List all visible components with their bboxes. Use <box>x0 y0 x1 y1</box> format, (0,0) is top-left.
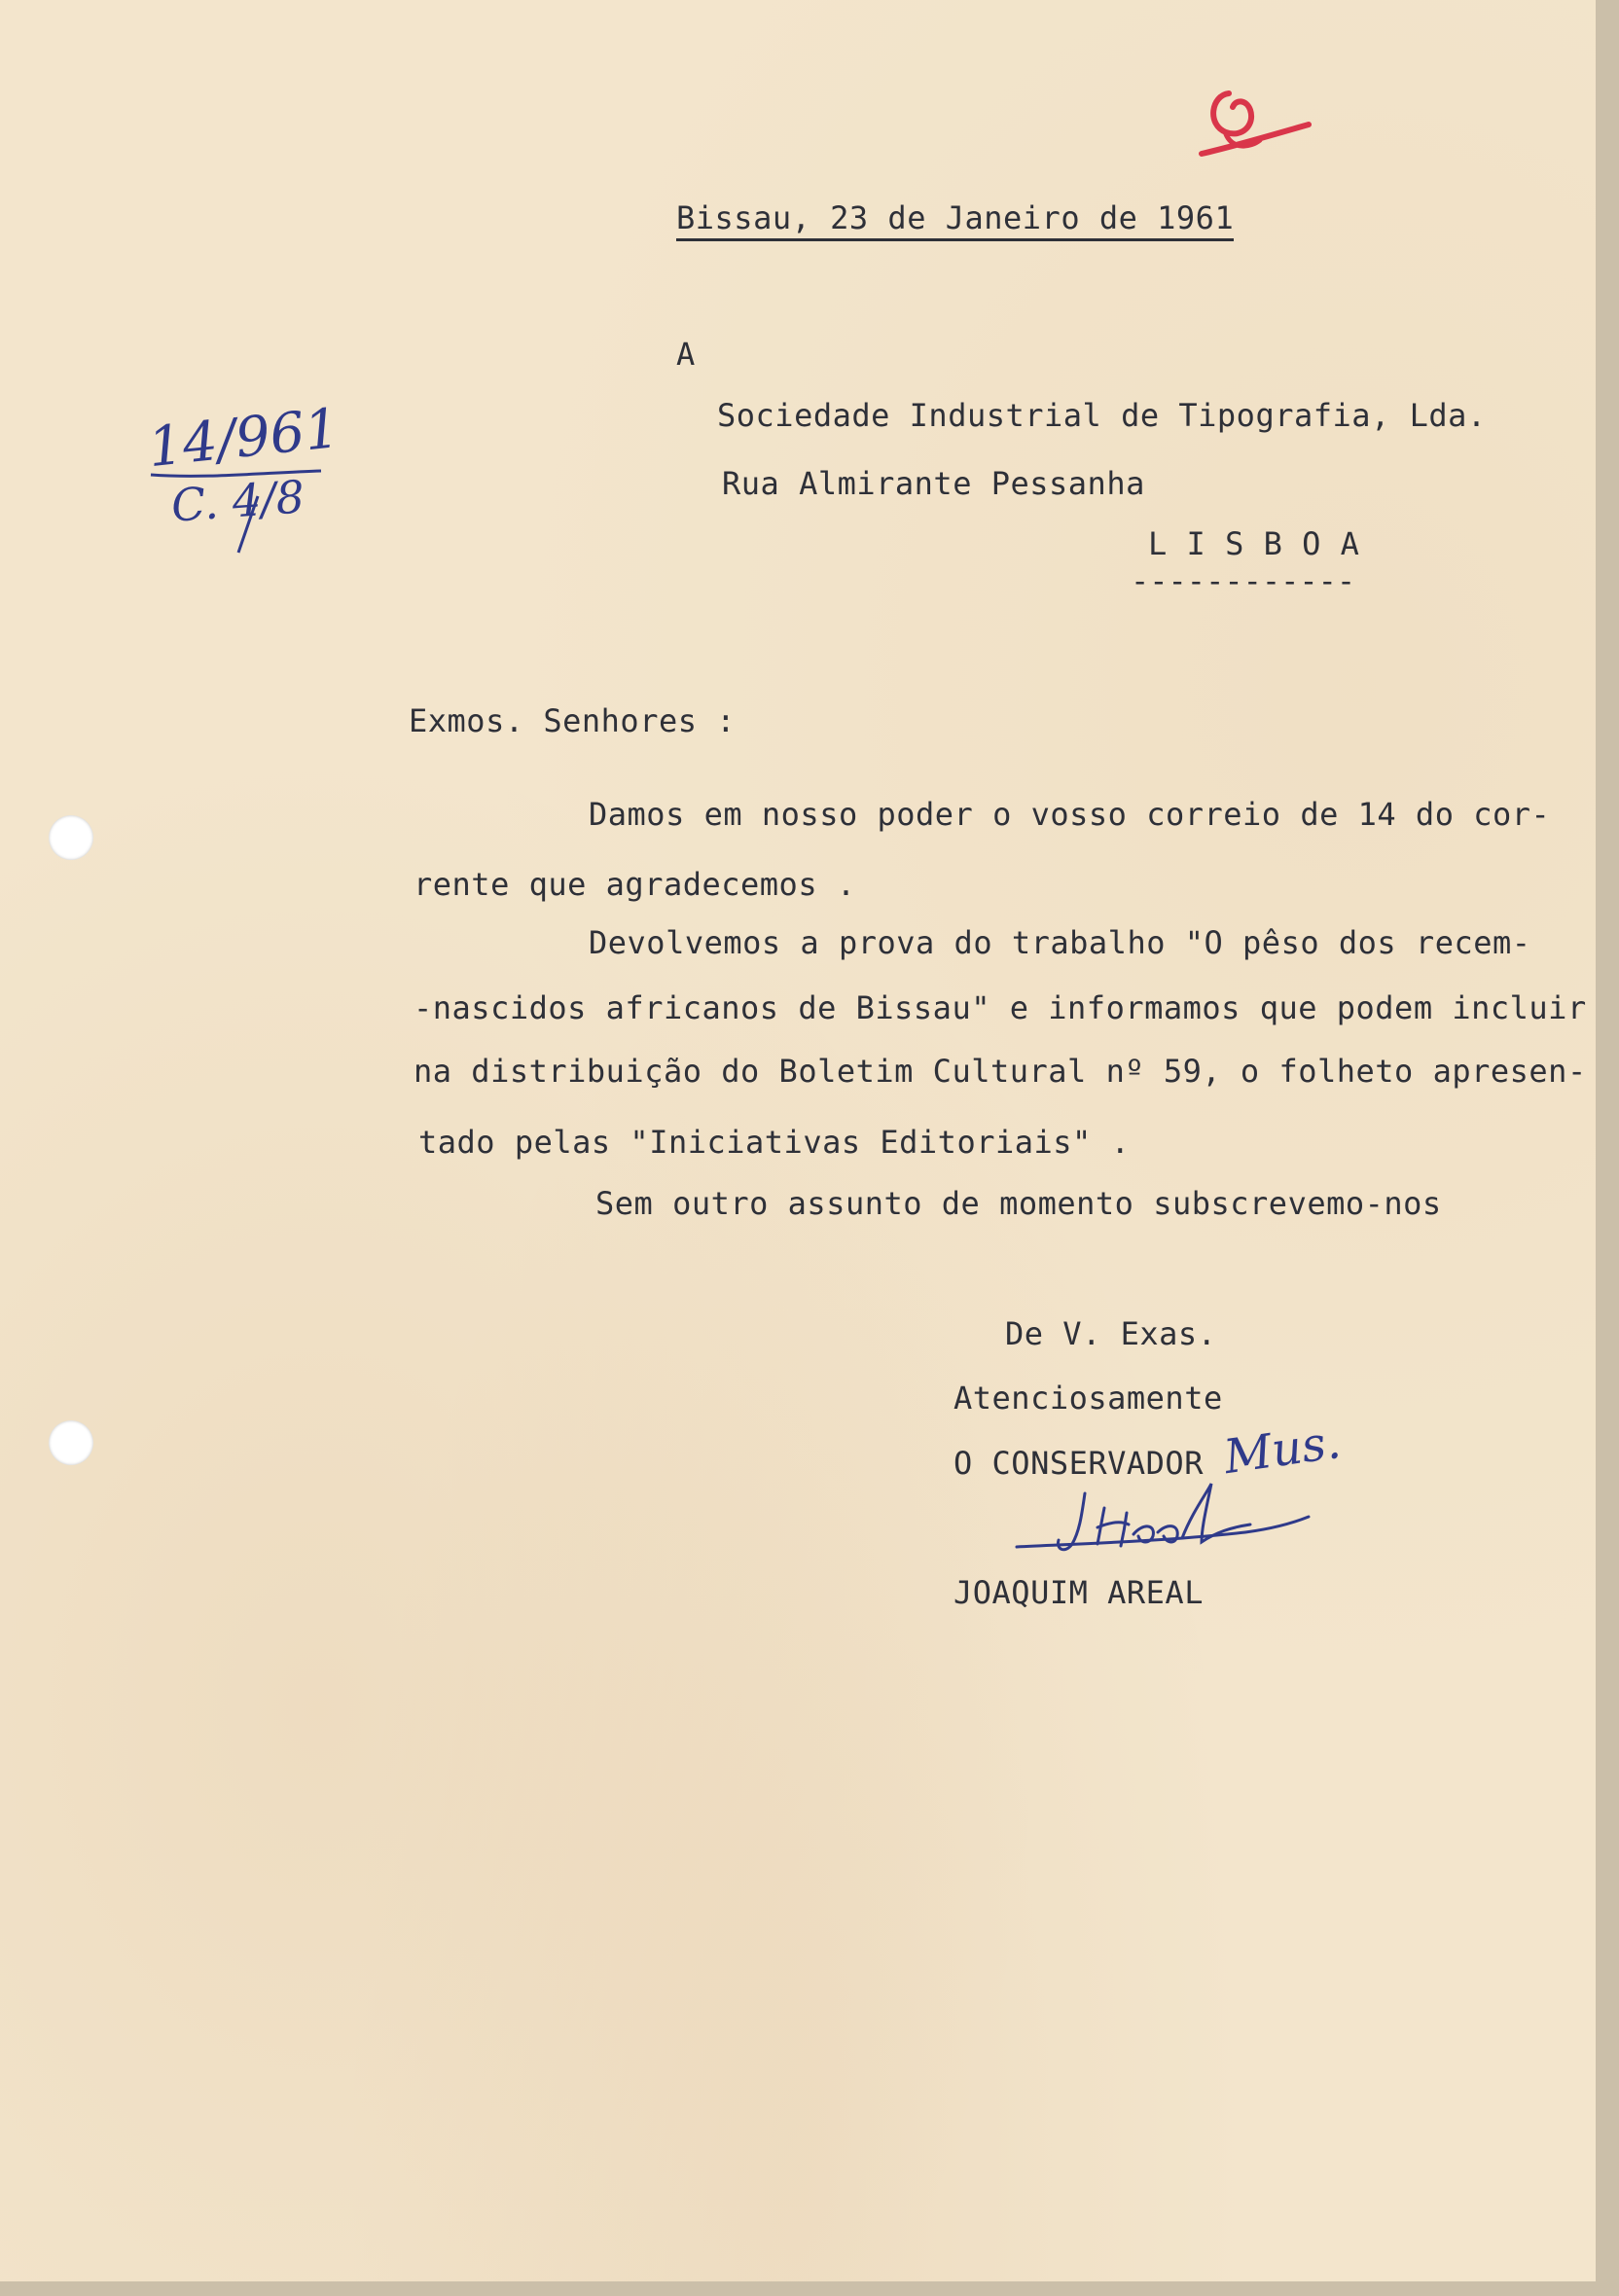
closing-line-1: De V. Exas. <box>1005 1315 1217 1352</box>
closing-line-2: Atenciosamente <box>953 1380 1223 1417</box>
page-edge-bottom <box>0 2281 1619 2296</box>
recipient-city: L I S B O A <box>1148 525 1360 562</box>
body-line-6: tado pelas "Iniciativas Editoriais" . <box>418 1124 1131 1161</box>
body-line-7: Sem outro assunto de momento subscrevemo-nos <box>595 1185 1442 1222</box>
punch-hole-bottom <box>49 1420 93 1465</box>
body-line-5: na distribuição do Boletim Cultural nº 59, o folheto apresen- <box>414 1053 1587 1090</box>
recipient-prefix: A <box>676 336 696 373</box>
punch-hole-top <box>49 815 93 860</box>
body-line-1: Damos em nosso poder o vosso correio de 14 do cor- <box>589 796 1551 833</box>
body-line-4: -nascidos africanos de Bissau" e informamos que podem incluir <box>414 989 1587 1026</box>
handwritten-title-initials: Mus. <box>1220 1414 1345 1486</box>
handwritten-underline-stroke <box>146 467 331 555</box>
recipient-name: Sociedade Industrial de Tipografia, Lda. <box>717 397 1487 434</box>
signatory-name: JOAQUIM AREAL <box>953 1574 1204 1611</box>
body-line-3: Devolvemos a prova do trabalho "O pêso dos recem- <box>589 924 1531 961</box>
handwritten-ref-number: 14/961 <box>145 396 342 481</box>
handwritten-ref-code: C. 4/8 <box>169 470 306 532</box>
letter-date: Bissau, 23 de Janeiro de 1961 <box>676 199 1234 241</box>
red-check-mark <box>1182 56 1318 163</box>
signature <box>1012 1474 1323 1571</box>
signatory-title: O CONSERVADOR <box>953 1445 1204 1482</box>
body-line-2: rente que agradecemos . <box>414 866 856 903</box>
recipient-street: Rua Almirante Pessanha <box>722 465 1145 502</box>
page-edge-right <box>1596 0 1619 2296</box>
salutation: Exmos. Senhores : <box>409 702 737 739</box>
recipient-city-rule: ------------ <box>1131 562 1356 599</box>
